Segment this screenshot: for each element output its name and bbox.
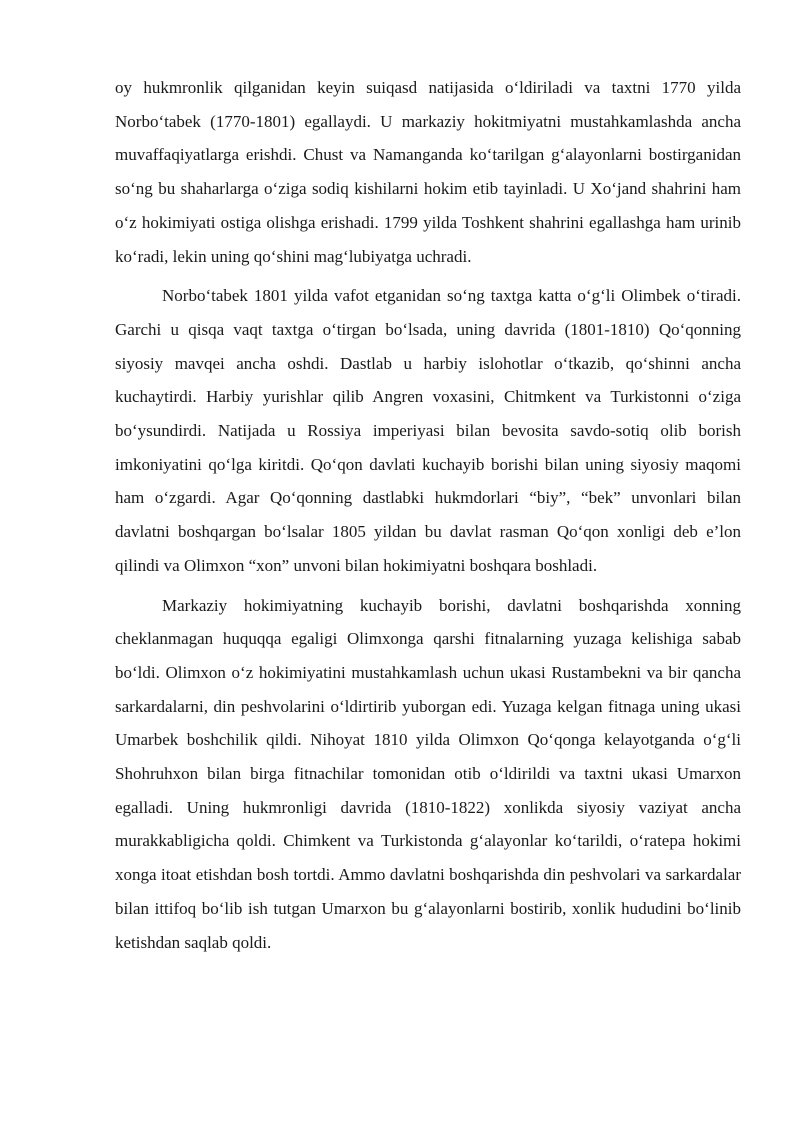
paragraph-2: Norbo‘tabek 1801 yilda vafot etganidan so‘ng taxtga katta o‘g‘li Olimbek o‘tiradi. Garchi u qisqa vaqt taxtga o‘tirgan bo‘lsada, uning davrida (1801-1810) Qo‘qonning siyosiy mavqei ancha oshdi. Dastlab u harbiy islohotlar o‘tkazib, qo‘shinni ancha kuchaytirdi. Harbiy yurishlar qilib Angren voxasini, Chitmkent va Turkistonni o‘ziga bo‘ysundirdi. Natijada u Rossiya imperiyasi bilan bevosita savdo-sotiq olib borish imkoniyatini qo‘lga kiritdi. Qo‘qon davlati kuchayib borishi bilan uning siyosiy maqomi ham o‘zgardi. Agar Qo‘qonning dastlabki hukmdorlari “biy”, “bek” unvonlari bilan davlatni boshqargan bo‘lsalar 1805 yildan bu davlat rasman Qo‘qon xonligi deb e’lon qilindi va Olimxon “xon” unvoni bilan hokimiyatni boshqara boshladi.	[115, 286, 741, 575]
document-page	[115, 71, 741, 965]
paragraph-1: oy hukmronlik qilganidan keyin suiqasd natijasida o‘ldiriladi va taxtni 1770 yilda Norbo‘tabek (1770-1801) egallaydi. U markaziy hokitmiyatni mustahkamlashda ancha muvaffaqiyatlarga erishdi. Chust va Namanganda ko‘tarilgan g‘alayonlarni bostirganidan so‘ng bu shaharlarga o‘ziga sodiq kishilarni hokim etib tayinladi. U Xo‘jand shahrini ham o‘z hokimiyati ostiga olishga erishadi. 1799 yilda Toshkent shahrini egallashga ham urinib ko‘radi, lekin uning qo‘shini mag‘lubiyatga uchradi.	[115, 78, 741, 266]
paragraph-3: Markaziy hokimiyatning kuchayib borishi, davlatni boshqarishda xonning cheklanmagan huquqqa egaligi Olimxonga qarshi fitnalarning yuzaga kelishiga sabab bo‘ldi. Olimxon o‘z hokimiyatini mustahkamlash uchun ukasi Rustambekni va bir qancha sarkardalarni, din peshvolarini o‘ldirtirib yuborgan edi. Yuzaga kelgan fitnaga uning ukasi Umarbek boshchilik qildi. Nihoyat 1810 yilda Olimxon Qo‘qonga kelayotganda o‘g‘li Shohruhxon bilan birga fitnachilar tomonidan otib o‘ldirildi va taxtni ukasi Umarxon egalladi. Uning hukmronligi davrida (1810-1822) xonlikda siyosiy vaziyat ancha murakkabligicha qoldi. Chimkent va Turkistonda g‘alayonlar ko‘tarildi, o‘ratepa hokimi xonga itoat etishdan bosh tortdi. Ammo davlatni boshqarishda din peshvolari va sarkardalar bilan ittifoq bo‘lib ish tutgan Umarxon bu g‘alayonlarni bostirib, xonlik hududini bo‘linib ketishdan saqlab qoldi.	[115, 595, 741, 952]
